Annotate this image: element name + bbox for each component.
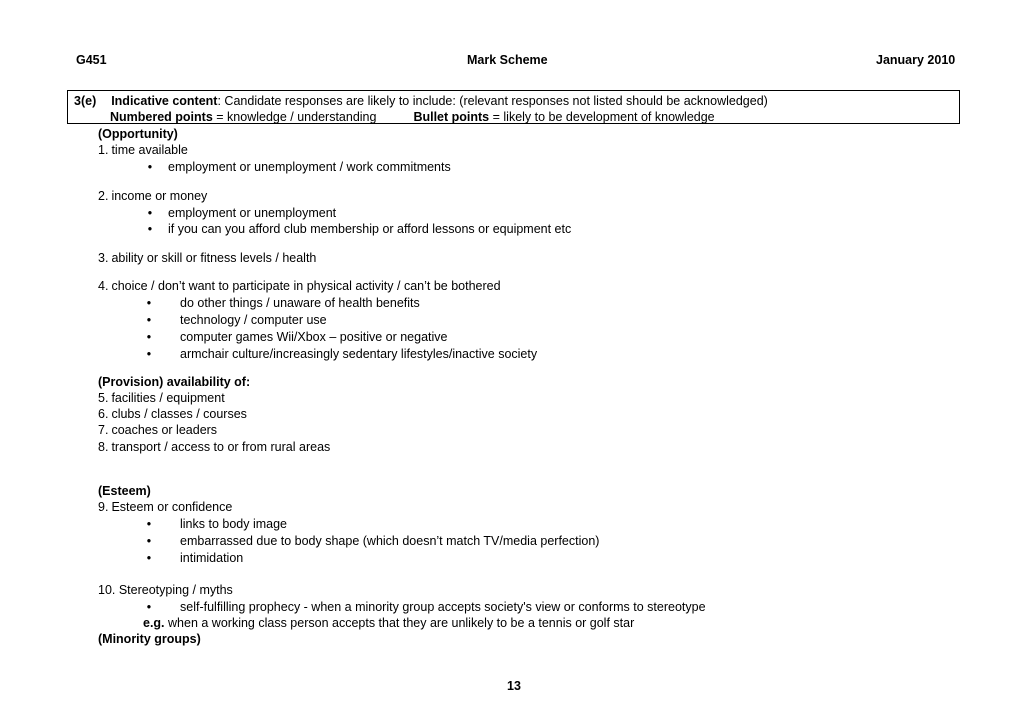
list-item-8 [98, 439, 330, 455]
item-text: clubs / classes / courses [111, 407, 247, 421]
item-text: choice / don’t want to participate in physical activity / can’t be bothered [111, 279, 501, 293]
list-item-2 [98, 188, 207, 204]
bullet-icon: • [147, 206, 153, 220]
item-text: facilities / equipment [111, 391, 225, 405]
bullet-item: intimidation [180, 551, 244, 565]
bullet-icon: • [146, 330, 152, 344]
question-header [74, 93, 768, 109]
section-minority: (Minority groups) [98, 632, 201, 646]
item-number: 9. [98, 500, 109, 514]
list-item-3 [98, 250, 316, 266]
bullet-icon: • [146, 347, 152, 361]
item-number: 7. [98, 423, 109, 437]
bullet-item: embarrassed due to body shape (which doesn’t match TV/media perfection) [180, 534, 600, 548]
numbered-label: Numbered points [110, 110, 213, 124]
item-number: 3. [98, 251, 109, 265]
item-text: income or money [111, 189, 208, 203]
key-line [110, 109, 715, 125]
bullet-icon: • [146, 313, 152, 327]
bullet-icon: • [147, 160, 153, 174]
bullet-item: links to body image [180, 517, 288, 531]
list-item-9 [98, 499, 232, 515]
numbered-text: = knowledge / understanding [212, 110, 377, 124]
item-number: 5. [98, 391, 109, 405]
bullet-item: technology / computer use [180, 313, 327, 327]
list-item-5 [98, 390, 225, 406]
indicative-label: Indicative content [111, 94, 218, 108]
section-esteem: (Esteem) [98, 484, 151, 498]
question-number: 3(e) [74, 94, 97, 108]
doc-code: G451 [76, 53, 107, 67]
bullet-icon: • [147, 222, 153, 236]
page-number: 13 [507, 679, 521, 693]
item-text: ability or skill or fitness levels / health [111, 251, 317, 265]
list-item-7 [98, 422, 217, 438]
bullet-item: computer games Wii/Xbox – positive or negative [180, 330, 448, 344]
bullet-item: self-fulfilling prophecy - when a minority group accepts society's view or conforms to stereotype [180, 600, 706, 614]
item-text: transport / access to or from rural areas [111, 440, 331, 454]
item-text: coaches or leaders [111, 423, 218, 437]
bullet-item: employment or unemployment [168, 206, 337, 220]
bullet-label: Bullet points [413, 110, 490, 124]
bullet-icon: • [146, 517, 152, 531]
example-line [143, 615, 634, 631]
item-number: 8. [98, 440, 109, 454]
item-number: 4. [98, 279, 109, 293]
example-text: when a working class person accepts that they are unlikely to be a tennis or golf star [164, 616, 635, 630]
bullet-item: if you can you afford club membership or afford lessons or equipment etc [168, 222, 572, 236]
bullet-icon: • [146, 551, 152, 565]
list-item-4 [98, 278, 501, 294]
doc-date: January 2010 [876, 53, 956, 67]
item-number: 2. [98, 189, 109, 203]
bullet-icon: • [146, 296, 152, 310]
indicative-text: : Candidate responses are likely to include: (relevant responses not listed should be acknowledged) [217, 94, 768, 108]
bullet-icon: • [146, 600, 152, 614]
bullet-item: do other things / unaware of health benefits [180, 296, 420, 310]
section-provision: (Provision) availability of: [98, 375, 251, 389]
list-item-1 [98, 142, 188, 158]
item-text: time available [111, 143, 188, 157]
example-label: e.g. [143, 616, 165, 630]
item-text: Esteem or confidence [111, 500, 233, 514]
bullet-icon: • [146, 534, 152, 548]
doc-title: Mark Scheme [467, 53, 548, 67]
section-opportunity: (Opportunity) [98, 127, 178, 141]
bullet-item: employment or unemployment / work commitments [168, 160, 451, 174]
bullet-item: armchair culture/increasingly sedentary lifestyles/inactive society [180, 347, 538, 361]
bullet-text: = likely to be development of knowledge [489, 110, 715, 124]
item-number: 6. [98, 407, 109, 421]
item-number: 1. [98, 143, 109, 157]
list-item-10: 10. Stereotyping / myths [98, 583, 233, 597]
list-item-6 [98, 406, 247, 422]
